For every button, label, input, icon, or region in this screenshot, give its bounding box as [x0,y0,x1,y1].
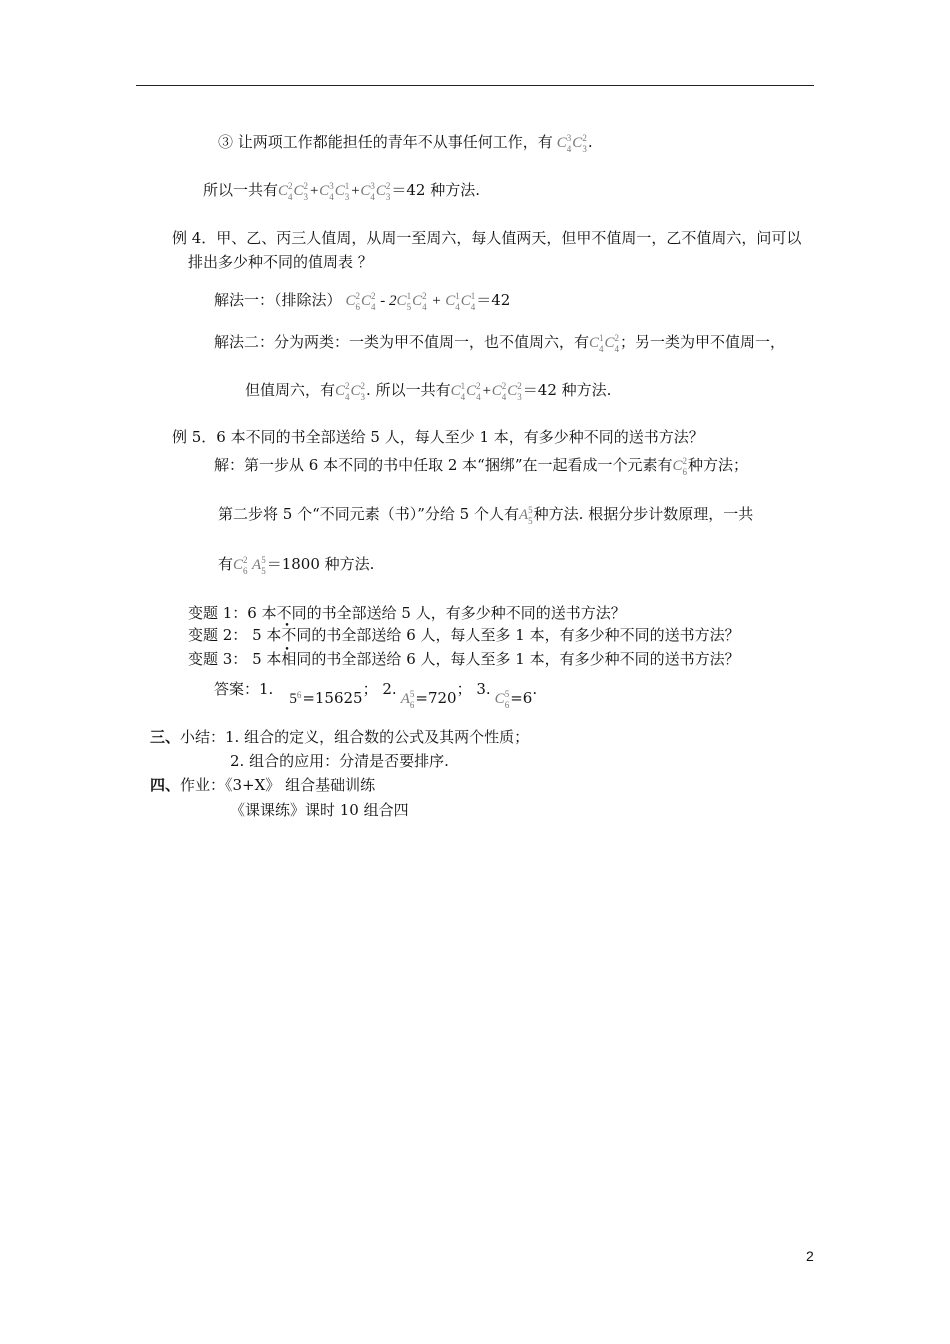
example-4-solution-2-a: 解法二：分为两类：一类为甲不值周一，也不值周六，有C 1 4 C 2 4 ；另一类为甲不值周一， [214,332,786,354]
homework-heading: 四、 [150,776,181,794]
formula-c62-a55: C 2 6 A 5 5 [233,554,266,576]
example-5-line-4: 有C 2 6 A 5 5 ＝1800 种方法. [218,554,375,576]
emphasis-char: 相 [281,650,297,668]
homework-line-2: 《课课练》课时 10 组合四 [230,801,409,819]
page-number: 2 [806,1248,814,1264]
variant-3: 变题 3： 5 本相同的书全部送给 6 人，每人至多 1 本，有多少种不同的送书方法？ [188,650,740,668]
formula-5-pow-6: 5 6 [289,690,302,707]
example-5-line-2: 解：第一步从 6 本不同的书中任取 2 本“捆绑”在一起看成一个元素有C 2 6 种方法； [214,455,749,477]
formula-a65: A 5 6 [400,688,415,710]
formula-c43-c32: C 3 4 C 2 3 [556,132,587,154]
summary-heading: 三、 [150,728,181,746]
formula-ex4-sum: C 1 4 C 2 4 +C 2 4 C 2 3 [450,380,522,402]
summary-line-1: 三、小结：1. 组合的定义，组合数的公式及其两个性质； [150,728,530,746]
formula-a55: A 5 5 [519,504,533,526]
formula-c42-c32: C 2 4 C 2 3 [335,380,366,402]
formula-exclusion: C 2 6 C 2 4 - 2C 1 5 C 2 4 + C 1 4 C 1 4 [345,290,476,312]
example-5-line-1: 例 5．6 本不同的书全部送给 5 人，每人至少 1 本，有多少种不同的送书方法？ [172,428,704,446]
emphasis-char: 不 [281,626,297,644]
header-rule [136,85,814,86]
example-4-line-1: 例 4．甲、乙、丙三人值周，从周一至周六，每人值两天，但甲不值周一，乙不值周六，问可以 [172,229,802,247]
formula-c62: C 2 6 [672,455,688,477]
formula-c65: C 5 6 [494,688,510,710]
formula-total-sum: C 2 4 C 2 3 +C 3 4 C 1 3 +C 3 4 C 2 3 [278,180,391,202]
line-total: 所以一共有C 2 4 C 2 3 +C 3 4 C 1 3 +C 3 4 C 2 3 ＝42 种方法. [203,180,480,202]
example-4-solution-2-b: 但值周六，有C 2 4 C 2 3 . 所以一共有C 1 4 C 2 4 +C 2 4 C 2 3 ＝42 种方法. [245,380,612,402]
example-4-solution-1: 解法一：（排除法） C 2 6 C 2 4 - 2C 1 5 C 2 4 + C 1 4 C 1 4 ＝42 [214,290,511,312]
homework-line-1: 四、作业：《3+X》 组合基础训练 [150,776,376,794]
example-5-line-3: 第二步将 5 个“不同元素（书）”分给 5 个人有A 5 5 种方法. 根据分步计数原理，一共 [218,504,754,526]
line-case-3: ③ 让两项工作都能担任的青年不从事任何工作，有 C 3 4 C 2 3 . [218,132,593,154]
variant-1: 变题 1：6 本不同的书全部送给 5 人，有多少种不同的送书方法？ [188,604,626,622]
summary-line-2: 2. 组合的应用：分清是否要排序. [230,752,449,770]
formula-c41-c42: C 1 4 C 2 4 [589,332,620,354]
example-4-line-2: 排出多少种不同的值周表 ？ [188,253,373,271]
variant-2: 变题 2： 5 本不同的书全部送给 6 人，每人至多 1 本，有多少种不同的送书方法？ [188,626,740,644]
answers: 答案：1.5 6 =15625； 2.A 5 6 =720； 3.C 5 6 =6. [214,680,538,710]
